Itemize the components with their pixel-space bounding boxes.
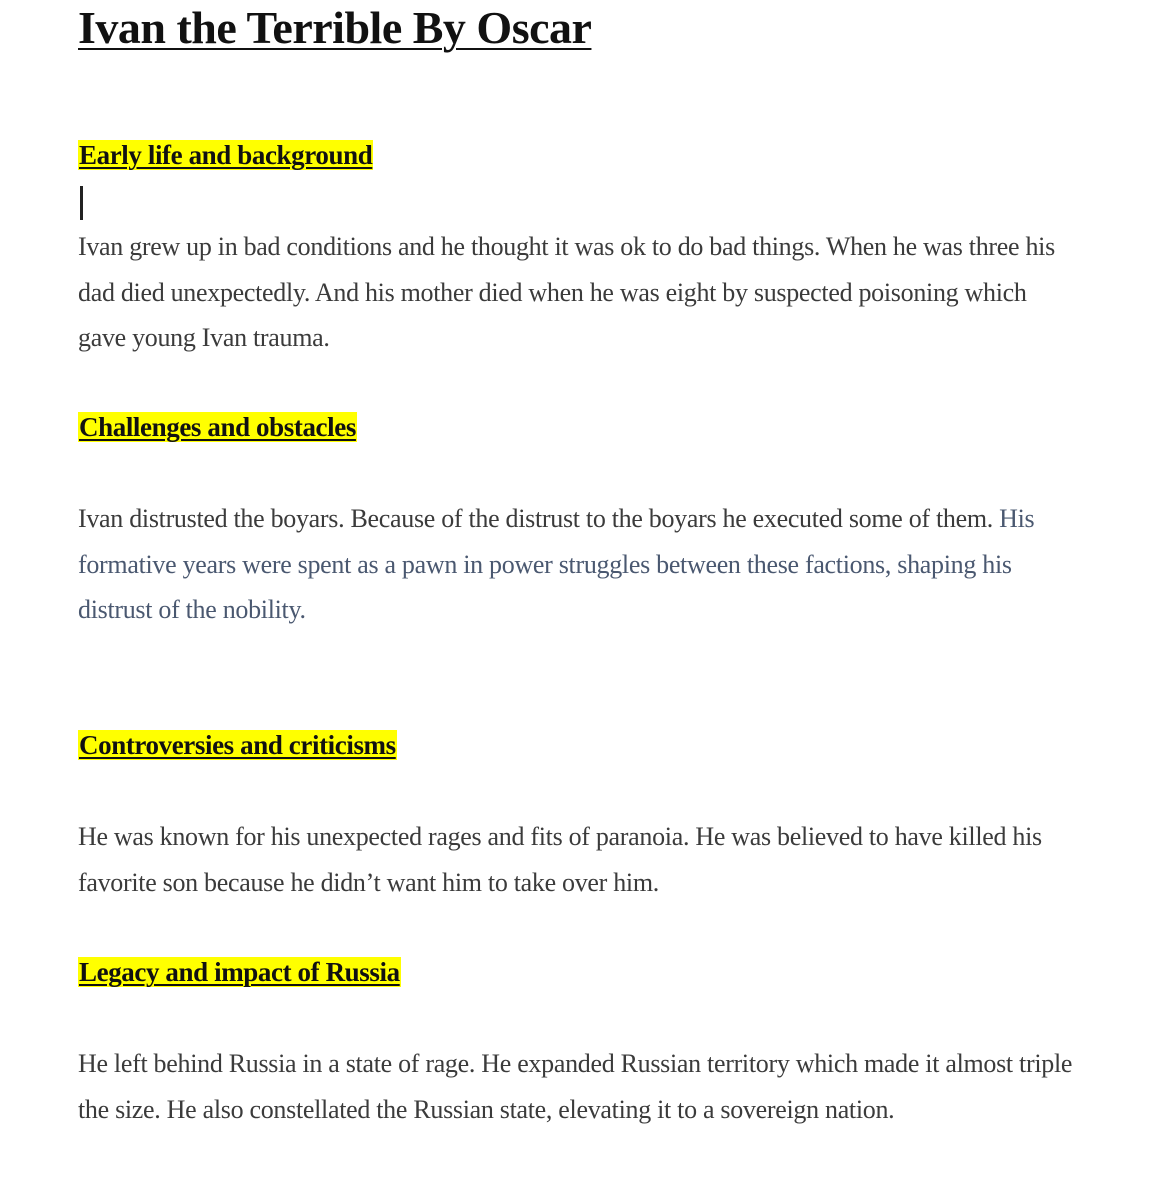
section-heading-legacy[interactable] — [78, 953, 401, 991]
section-body-early-life[interactable]: Ivan grew up in bad conditions and he thought it was ok to do bad things. When he was three his dad died unexpectedly. And his mother died when he was eight by suspected poisoning which gave young Ivan trauma. — [78, 232, 1055, 352]
section-heading-early-life[interactable] — [78, 136, 373, 174]
section-heading-challenges[interactable] — [78, 408, 357, 446]
section-body-controversies[interactable]: He was known for his unexpected rages and fits of paranoia. He was believed to have killed his favorite son because he didn’t want him to take over him. — [78, 822, 1042, 897]
section-body-tinted-text: His formative years were spent as a pawn in power struggles between these factions, shaping his distrust of the nobility. — [78, 504, 1035, 624]
section-heading-text: Early life and background — [79, 140, 373, 170]
section-heading-text: Controversies and criticisms — [79, 730, 396, 760]
section-heading-text: Legacy and impact of Russia — [79, 957, 400, 987]
text-cursor — [80, 186, 83, 220]
document-title[interactable]: Ivan the Terrible By Oscar — [78, 2, 592, 53]
section-heading-controversies[interactable] — [78, 726, 397, 764]
section-heading-text: Challenges and obstacles — [79, 412, 356, 442]
section-body-legacy[interactable]: He left behind Russia in a state of rage. He expanded Russian territory which made it almost triple the size. He also constellated the Russian state, elevating it to a sovereign nation. — [78, 1049, 1073, 1124]
section-body-text: Ivan distrusted the boyars. Because of the distrust to the boyars he executed some of them. — [78, 504, 993, 533]
section-body-challenges[interactable] — [78, 496, 1078, 633]
